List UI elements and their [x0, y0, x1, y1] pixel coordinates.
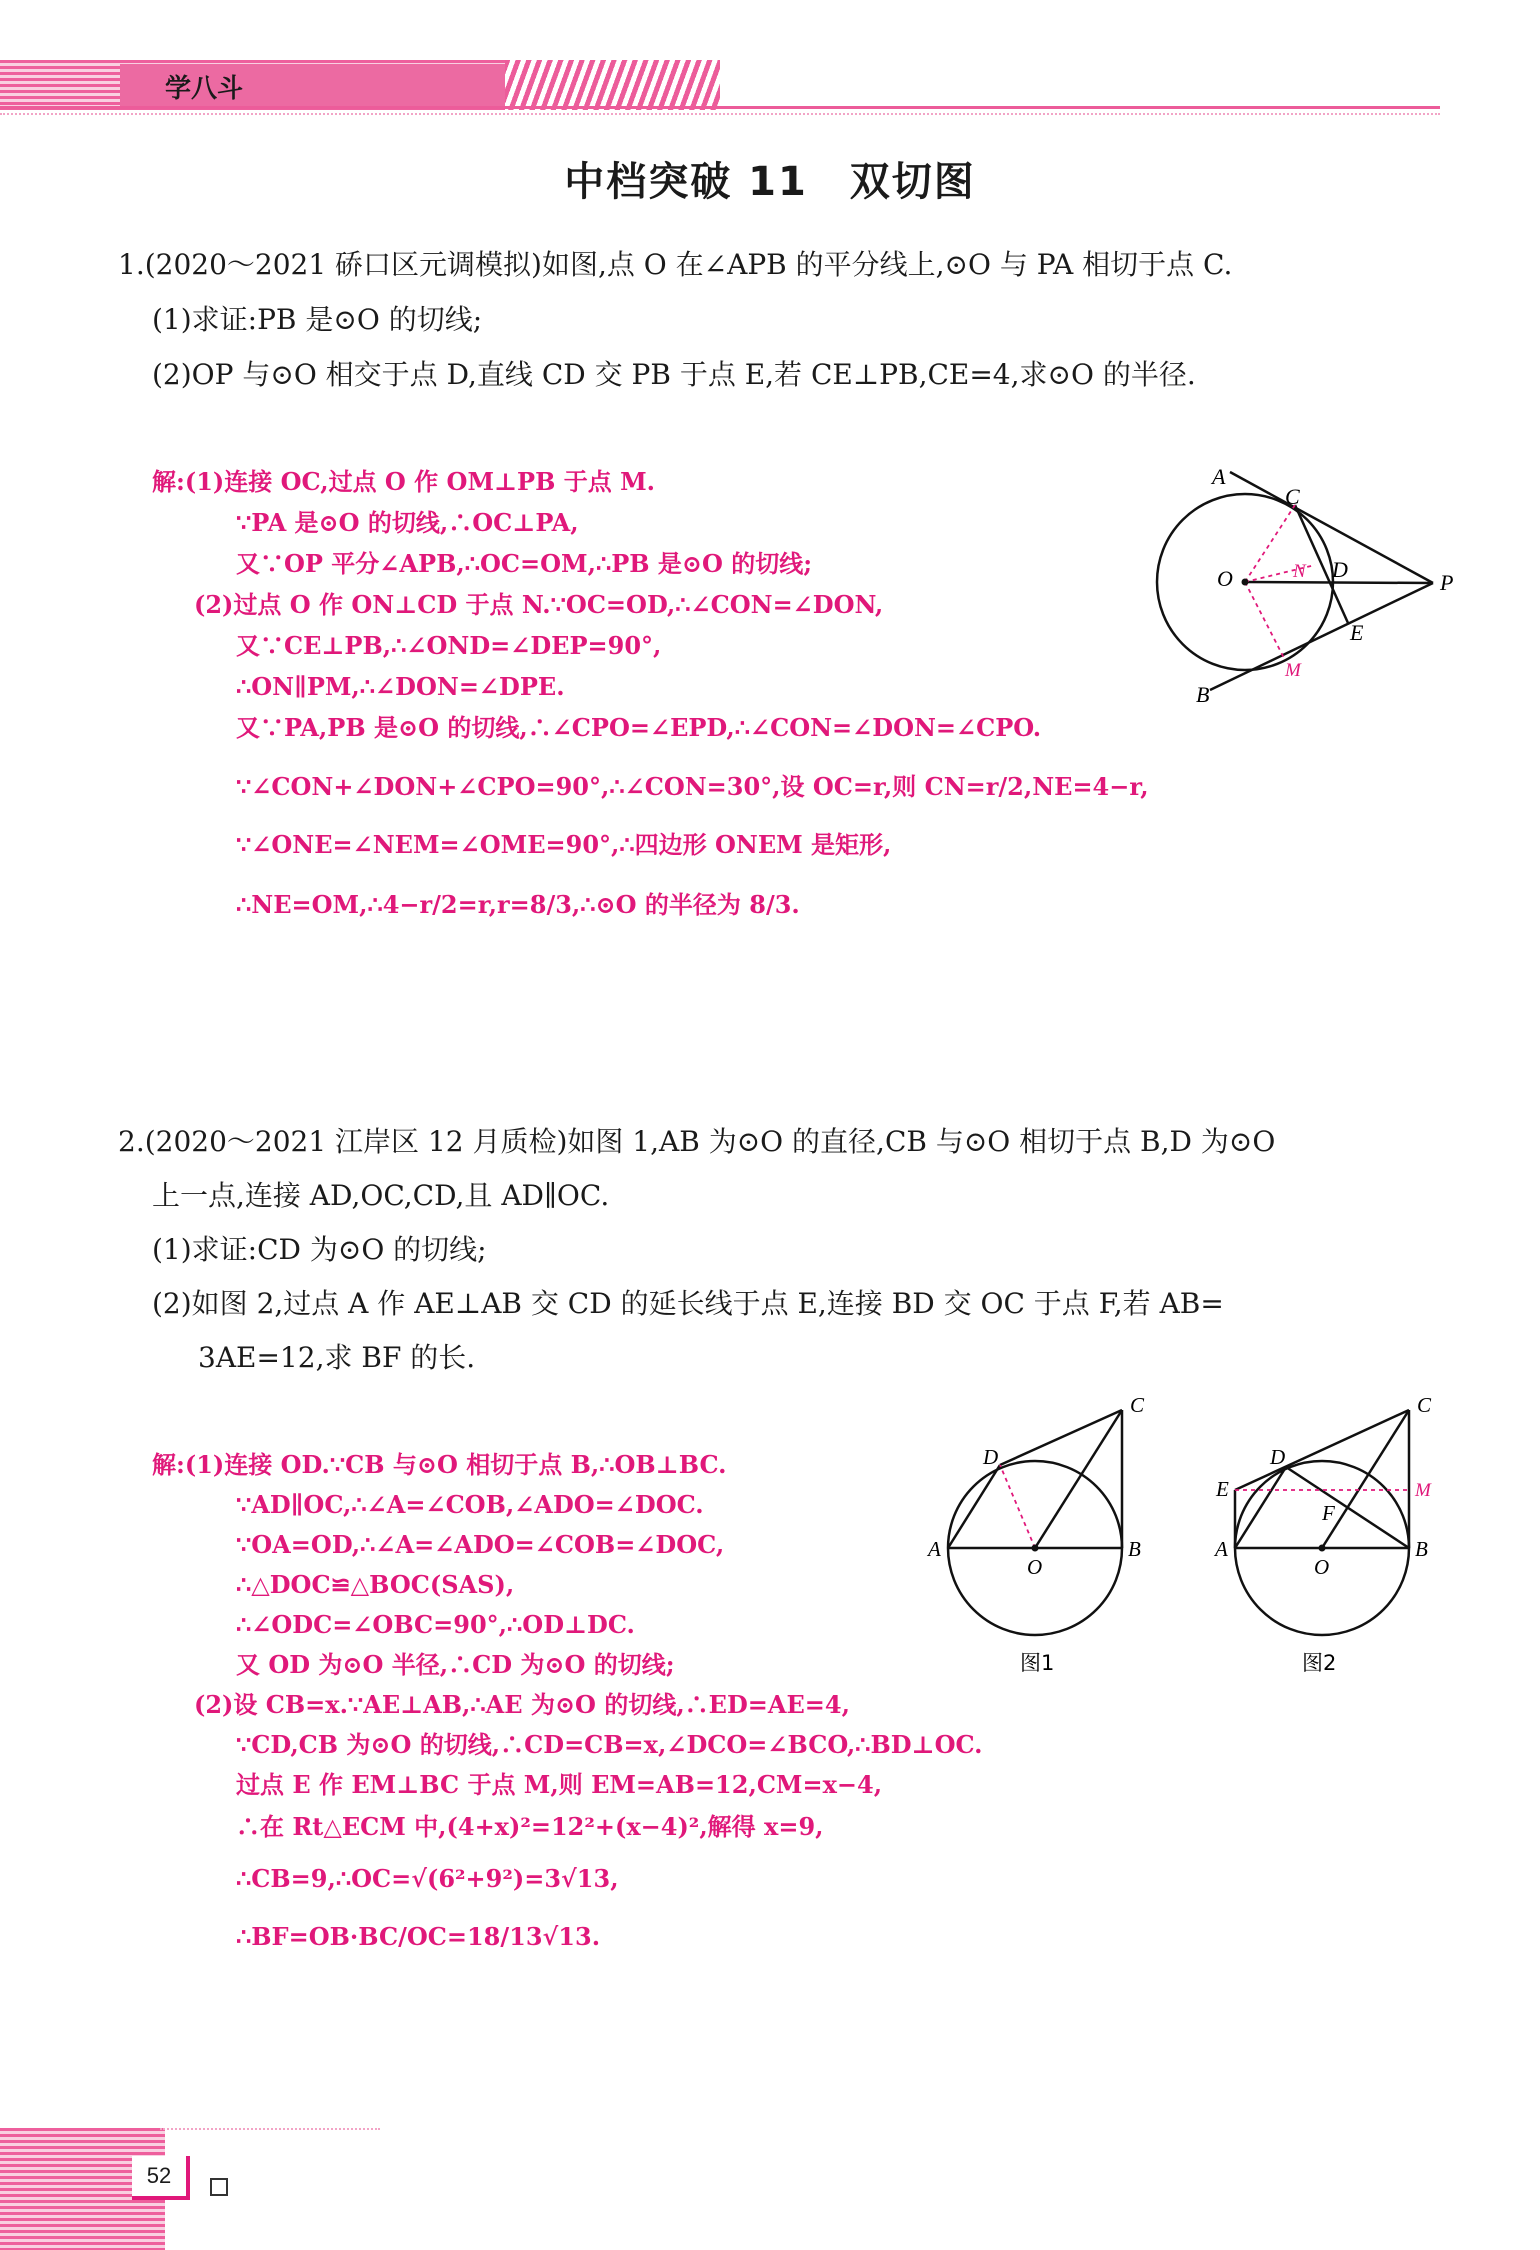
- q1-label-p: P: [1440, 570, 1454, 595]
- q2-fig2-label-f: F: [1322, 1501, 1335, 1525]
- q1-center-dot: [1242, 579, 1249, 586]
- q2-solution-line: ∵CD,CB 为⊙O 的切线,∴CD=CB=x,∠DCO=∠BCO,∴BD⊥OC.: [236, 1730, 983, 1759]
- q2-solution-line: ∴△DOC≌△BOC(SAS),: [236, 1570, 515, 1599]
- q2-fig1-label-c: C: [1130, 1393, 1145, 1417]
- q2-solution-line: (2)设 CB=x.∵AE⊥AB,∴AE 为⊙O 的切线,∴ED=AE=4,: [194, 1690, 850, 1719]
- q1-label-m: M: [1285, 660, 1301, 681]
- q1-dashed-om: [1245, 582, 1285, 660]
- q2-stem-line1: 2.(2020～2021 江岸区 12 月质检)如图 1,AB 为⊙O 的直径,CB 与⊙O 相切于点 B,D 为⊙O: [118, 1125, 1276, 1158]
- q1-label-d: D: [1332, 557, 1348, 582]
- q2-figure-1: [920, 1390, 1170, 1680]
- q2-figure-2: [1200, 1390, 1450, 1680]
- q2-fig2-label-b: B: [1415, 1537, 1428, 1561]
- q1-solution-line: 又∵PA,PB 是⊙O 的切线,∴∠CPO=∠EPD,∴∠CON=∠DON=∠CPO.: [236, 713, 1042, 742]
- q2-solution-line: ∴在 Rt△ECM 中,(4+x)²=12²+(x−4)²,解得 x=9,: [236, 1812, 824, 1841]
- q2-fig2-center-dot: [1319, 1545, 1326, 1552]
- q2-fig1-label-o: O: [1027, 1555, 1043, 1579]
- q2-fig2-label-d: D: [1270, 1445, 1286, 1469]
- q2-fig1-label-a: A: [928, 1537, 941, 1561]
- q2-solution-line: ∵AD∥OC,∴∠A=∠COB,∠ADO=∠DOC.: [236, 1490, 704, 1519]
- q2-solution-line: ∵OA=OD,∴∠A=∠ADO=∠COB=∠DOC,: [236, 1530, 725, 1559]
- q1-solution-line: 又∵OP 平分∠APB,∴OC=OM,∴PB 是⊙O 的切线;: [236, 549, 813, 578]
- q1-label-o: O: [1217, 566, 1233, 591]
- q1-label-c: C: [1285, 484, 1300, 509]
- q2-part1: (1)求证:CD 为⊙O 的切线;: [152, 1233, 487, 1266]
- q1-solution-line: ∴NE=OM,∴4−r/2=r,r=8/3,∴⊙O 的半径为 8/3.: [236, 890, 800, 919]
- q1-label-a: A: [1212, 464, 1226, 489]
- q2-fig1-label-b: B: [1128, 1537, 1141, 1561]
- q2-fig2-label-c: C: [1417, 1393, 1432, 1417]
- footer-dotted-rule: [160, 2128, 380, 2130]
- q1-label-n: N: [1293, 561, 1306, 582]
- q1-part2: (2)OP 与⊙O 相交于点 D,直线 CD 交 PB 于点 E,若 CE⊥PB,CE=4,求⊙O 的半径.: [152, 358, 1196, 391]
- q2-solution-line: 解:(1)连接 OD.∵CB 与⊙O 相切于点 B,∴OB⊥BC.: [152, 1450, 727, 1479]
- q2-solution-line: 又 OD 为⊙O 半径,∴CD 为⊙O 的切线;: [236, 1650, 675, 1679]
- header-rule: [0, 106, 1440, 109]
- q1-solution-line: 解:(1)连接 OC,过点 O 作 OM⊥PB 于点 M.: [152, 467, 656, 496]
- header-dotted-rule: [0, 113, 1440, 115]
- series-name: 学八斗: [165, 74, 244, 104]
- q1-solution-line: ∵∠ONE=∠NEM=∠OME=90°,∴四边形 ONEM 是矩形,: [236, 830, 892, 859]
- q1-line-pb: [1210, 583, 1433, 690]
- q1-dashed-oc: [1245, 505, 1295, 582]
- q2-fig2-line-bd: [1286, 1467, 1409, 1548]
- q1-solution-line: ∵∠CON+∠DON+∠CPO=90°,∴∠CON=30°,设 OC=r,则 CN=r/2,NE=4−r,: [236, 772, 1149, 801]
- q1-label-b: B: [1196, 682, 1210, 707]
- q1-solution-line: ∴ON∥PM,∴∠DON=∠DPE.: [236, 672, 565, 701]
- page-number: 52: [132, 2156, 190, 2200]
- q1-stem: 1.(2020～2021 硚口区元调模拟)如图,点 O 在∠APB 的平分线上,⊙O 与 PA 相切于点 C.: [118, 248, 1233, 281]
- q1-part1: (1)求证:PB 是⊙O 的切线;: [152, 303, 483, 336]
- q2-fig2-label-m: M: [1415, 1480, 1431, 1501]
- q2-stem-line2: 上一点,连接 AD,OC,CD,且 AD∥OC.: [152, 1179, 610, 1212]
- q2-fig1-dashed-od: [1000, 1465, 1035, 1548]
- q2-fig1-center-dot: [1032, 1545, 1039, 1552]
- q1-figure: [1140, 460, 1460, 720]
- square-mark-icon: [210, 2178, 228, 2196]
- q1-solution-line: 又∵CE⊥PB,∴∠OND=∠DEP=90°,: [236, 631, 662, 660]
- header-diagonal-stripes: [505, 60, 720, 110]
- q2-fig2-label-a: A: [1215, 1537, 1228, 1561]
- page-title: 中档突破 11 双切图: [564, 159, 976, 205]
- q2-solution-line: ∴∠ODC=∠OBC=90°,∴OD⊥DC.: [236, 1610, 635, 1639]
- q1-line-op: [1245, 582, 1433, 583]
- q2-fig2-label-o: O: [1314, 1555, 1330, 1579]
- q2-solution-line: 过点 E 作 EM⊥BC 于点 M,则 EM=AB=12,CM=x−4,: [236, 1770, 883, 1799]
- q1-label-e: E: [1350, 620, 1364, 645]
- q2-part2-line2: 3AE=12,求 BF 的长.: [198, 1341, 476, 1374]
- q2-part2-line1: (2)如图 2,过点 A 作 AE⊥AB 交 CD 的延长线于点 E,连接 BD 交 OC 于点 F,若 AB=: [152, 1287, 1224, 1320]
- q1-solution-line: ∵PA 是⊙O 的切线,∴OC⊥PA,: [236, 508, 579, 537]
- q2-solution-line: ∴BF=OB·BC/OC=18/13√13.: [236, 1922, 601, 1951]
- q2-fig1-label-d: D: [983, 1445, 999, 1469]
- q2-fig1-line-ad: [948, 1465, 1000, 1548]
- q1-solution-line: (2)过点 O 作 ON⊥CD 于点 N.∵OC=OD,∴∠CON=∠DON,: [194, 590, 884, 619]
- q2-solution-line: ∴CB=9,∴OC=√(6²+9²)=3√13,: [236, 1864, 619, 1893]
- q2-fig1-caption: 图1: [1020, 1651, 1055, 1675]
- q2-fig2-label-e: E: [1216, 1477, 1229, 1501]
- q2-fig2-caption: 图2: [1302, 1651, 1337, 1675]
